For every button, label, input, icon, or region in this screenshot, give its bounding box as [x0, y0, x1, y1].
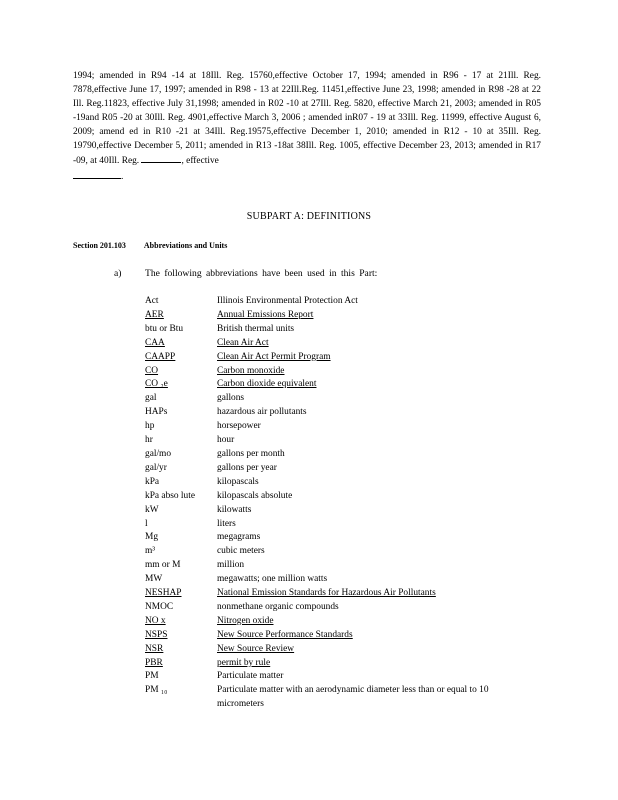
abbreviation-row — [145, 490, 545, 504]
section-heading — [73, 241, 245, 250]
abbreviation-term: hp — [145, 421, 155, 432]
abbreviation-definition: New Source Performance Standards — [217, 629, 353, 640]
abbreviation-definition: National Emission Standards for Hazardous Air Pollutants — [217, 588, 436, 599]
abbreviation-row — [145, 365, 545, 379]
abbreviation-term: gal/mo — [145, 448, 172, 459]
abbreviation-definition: megagrams — [217, 532, 261, 543]
abbreviation-row — [145, 476, 545, 490]
history-text: 1994; amended in R94 -14 at 18Ill. Reg. 15760,effective October 17, 1994; amended in R96 - 17 at 21Ill. Reg. 7878,effective June 17, 1997; amended in R98 - 13 at 22Ill.Reg. 11451,effective June 23, 1998; amended in R98 -28 at 22 Ill. Reg.11823, effective July 31,1998; amended in R02 -10 at 27Ill. Reg. 5820, effective March 21, 2003; amended in R05 -19and R05 -20 at 30Ill. Reg. 4901,effective March 3, 2006 ; amended inR07 - 19 at 33Ill. Reg. 11999, effective August 6, 2009; amend ed in R10 -21 at 34Ill. Reg.19575,effective December 1, 2010; amended in R12 - 10 at 35Ill. Reg. 19790,effective December 5, 2011; amended in R13 -18at 38Ill. Reg. 1005, effective December 23, 2013; amended in R17 -09, at 40Ill. Reg. — [73, 71, 541, 167]
abbreviation-term: NO x — [145, 615, 166, 626]
abbreviation-row — [145, 420, 545, 434]
abbreviation-definition: kilowatts — [217, 504, 252, 515]
abbreviation-term: CO ₂e — [145, 379, 168, 390]
abbreviation-term: PBR — [145, 657, 163, 668]
abbreviation-list — [145, 295, 545, 712]
abbreviation-term: PM ₁₀ — [145, 685, 168, 696]
abbreviation-row — [145, 531, 545, 545]
abbreviation-term: CAA — [145, 337, 165, 348]
abbreviation-row — [145, 337, 545, 351]
subpart-title: SUBPART A: DEFINITIONS — [246, 211, 372, 222]
abbreviation-row — [145, 351, 545, 365]
abbreviation-definition: New Source Review — [217, 643, 295, 654]
abbreviation-row — [145, 518, 545, 532]
abbreviation-term: l — [145, 518, 148, 529]
abbreviation-term: CAAPP — [145, 351, 176, 362]
abbreviation-row — [145, 545, 545, 559]
abbreviation-row — [145, 323, 545, 337]
abbreviation-definition: hour — [217, 435, 235, 446]
abbreviation-term: Act — [145, 296, 159, 306]
abbreviation-row — [145, 406, 545, 420]
abbreviation-term: m³ — [145, 546, 156, 557]
abbreviation-term: gal — [145, 393, 157, 404]
abbreviation-definition: gallons — [217, 393, 245, 404]
abbreviation-row — [145, 462, 545, 476]
abbreviation-term: kPa abso lute — [145, 490, 195, 501]
abbreviation-row — [145, 559, 545, 573]
abbreviation-term: kW — [145, 504, 159, 515]
abbreviation-term: PM — [145, 671, 159, 682]
section-title: Abbreviations and Units — [143, 241, 228, 250]
abbreviation-definition: gallons per month — [217, 448, 285, 459]
abbreviation-term: AER — [145, 309, 164, 320]
abbreviation-row — [145, 309, 545, 323]
abbreviation-definition: Nitrogen oxide — [217, 615, 274, 626]
abbreviation-row — [145, 434, 545, 448]
abbreviation-term: MW — [145, 574, 163, 585]
abbreviation-term: NMOC — [145, 601, 174, 612]
abbreviation-row — [145, 615, 545, 629]
abbreviation-term: kPa — [145, 476, 160, 487]
abbreviation-term: btu or Btu — [145, 323, 184, 334]
abbreviation-definition: permit by rule — [217, 657, 271, 668]
abbreviation-row — [145, 643, 545, 657]
abbreviation-row — [145, 504, 545, 518]
abbreviation-term: NSR — [145, 643, 164, 654]
blank-line — [141, 153, 181, 163]
abbreviation-row — [145, 587, 545, 601]
abbreviation-definition: horsepower — [217, 421, 261, 432]
history-paragraph: 1994; amended in R94 -14 at 18Ill. Reg. 15760,effective October 17, 1994; amended in R96 - 17 at 21Ill. Reg. 7878,effective June 17, 1997; amended in R98 - 13 at 22Ill.Reg. 11451,effective June 23, 1998; amended in R98 -28 at 22 Ill. Reg.11823, effective July 31,1998; amended in R02 -10 at 27Ill. Reg. 5820, effective March 21, 2003; amended in R05 -19and R05 -20 at 30Ill. Reg. 4901,effective March 3, 2006 ; amended inR07 - 19 at 33Ill. Reg. 11999, effective August 6, 2009; amend ed in R10 -21 at 34Ill. Reg.19575,effective December 1, 2010; amended in R12 - 10 at 35Ill. Reg. 19790,effective December 5, 2011; amended in R13 -18at 38Ill. Reg. 1005, effective December 23, 2013; amended in R17 -09, at 40Ill. Reg. , effective . — [73, 71, 541, 183]
section-number: Section 201.103 — [73, 241, 126, 250]
abbreviation-row — [145, 601, 545, 615]
abbreviation-term: hr — [145, 435, 153, 446]
abbreviation-row — [145, 629, 545, 643]
abbreviation-definition: liters — [217, 518, 236, 529]
abbreviation-term: gal/yr — [145, 462, 167, 473]
abbreviation-definition: megawatts; one million watts — [217, 574, 328, 585]
abbreviation-definition: kilopascals absolute — [217, 490, 293, 501]
abbreviation-definition: kilopascals — [217, 476, 259, 487]
intro-text: The following abbreviations have been used in this Part: — [145, 268, 378, 279]
abbreviation-row — [145, 657, 545, 671]
abbreviation-row — [145, 684, 545, 712]
abbreviation-definition: hazardous air pollutants — [217, 407, 307, 418]
blank-line-2 — [73, 169, 121, 179]
abbreviation-definition: million — [217, 560, 245, 571]
abbreviation-row — [145, 670, 545, 684]
abbreviation-definition: Illinois Environmental Protection Act — [217, 296, 358, 306]
abbreviation-term: Mg — [145, 532, 159, 543]
abbreviation-definition: Clean Air Act Permit Program — [217, 351, 331, 362]
abbreviation-definition: Annual Emissions Report — [217, 309, 314, 320]
history-tail: effective — [186, 156, 219, 167]
abbreviation-definition: Clean Air Act — [217, 337, 269, 348]
abbreviation-row — [145, 378, 545, 392]
abbreviation-term: NSPS — [145, 629, 168, 640]
abbreviation-term: HAPs — [145, 407, 168, 418]
abbreviation-row — [145, 573, 545, 587]
abbreviation-definition: Particulate matter — [217, 671, 284, 682]
abbreviation-definition: Carbon dioxide equivalent — [217, 379, 317, 390]
abbreviation-row — [145, 295, 545, 309]
abbreviation-definition: Carbon monoxide — [217, 365, 285, 376]
abbreviation-definition: gallons per year — [217, 462, 277, 473]
abbreviation-definition: cubic meters — [217, 546, 265, 557]
abbreviation-term: NESHAP — [145, 588, 182, 599]
abbreviation-row — [145, 448, 545, 462]
abbreviation-term: CO — [145, 365, 159, 376]
abbreviation-definition: Particulate matter with an aerodynamic diameter less than or equal to 10 micrometers — [217, 685, 489, 710]
abbreviation-row — [145, 392, 545, 406]
item-label: a) — [114, 268, 122, 279]
abbreviation-term: mm or M — [145, 560, 181, 571]
abbreviation-definition: nonmethane organic compounds — [217, 601, 339, 612]
abbreviation-definition: British thermal units — [217, 323, 295, 334]
